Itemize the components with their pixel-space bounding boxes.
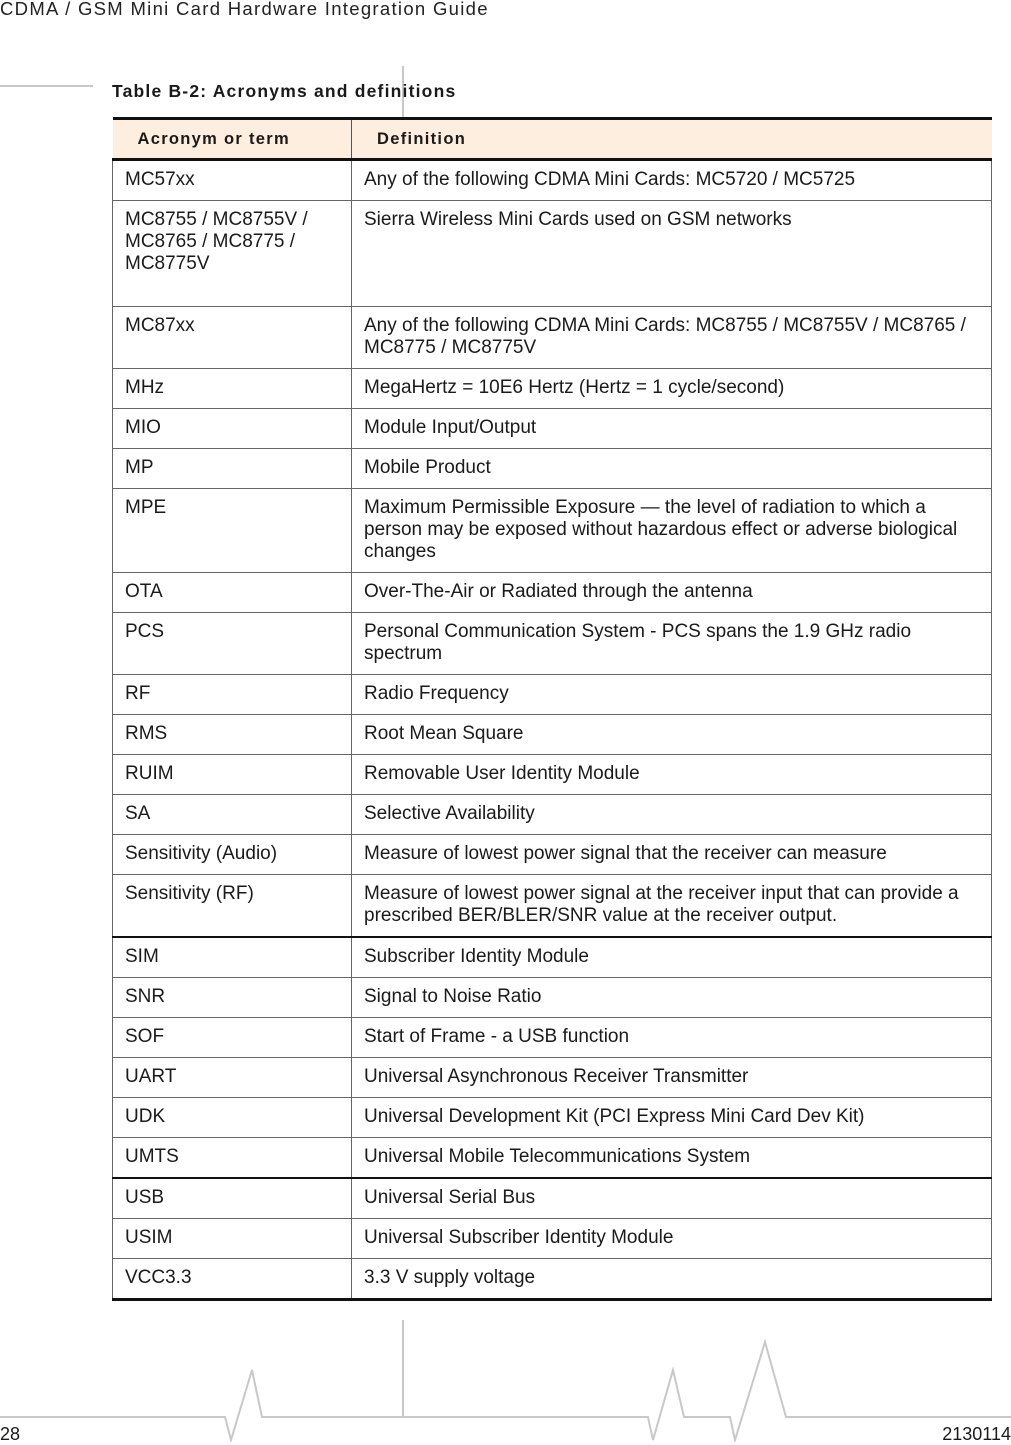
table-row [113,201,992,307]
column-header-definition: Definition [352,119,992,160]
term-cell: RUIM [113,755,352,795]
table-row [113,795,992,835]
term-cell: MC57xx [113,160,352,201]
table-row [113,675,992,715]
definition-cell: Module Input/Output [352,409,992,449]
definition-cell: Start of Frame - a USB function [352,1018,992,1058]
table-row [113,835,992,875]
table-row [113,1098,992,1138]
definition-cell: Radio Frequency [352,675,992,715]
definition-cell: Universal Mobile Telecommunications System [352,1138,992,1179]
table-row [113,875,992,938]
term-cell: SNR [113,978,352,1018]
term-cell: OTA [113,573,352,613]
table-row [113,978,992,1018]
definition-cell: Any of the following CDMA Mini Cards: MC8755 / MC8755V / MC8765 / MC8775 / MC8775V [352,307,992,369]
definition-cell: Measure of lowest power signal at the receiver input that can provide a prescribed BER/BLER/SNR value at the receiver output. [352,875,992,938]
definition-cell: Root Mean Square [352,715,992,755]
term-cell: UART [113,1058,352,1098]
term-cell: VCC3.3 [113,1259,352,1300]
table-row [113,573,992,613]
table-row [113,489,992,573]
term-cell: SOF [113,1018,352,1058]
definition-cell: Universal Subscriber Identity Module [352,1219,992,1259]
definition-cell: 3.3 V supply voltage [352,1259,992,1300]
table-row [113,409,992,449]
definition-cell: Signal to Noise Ratio [352,978,992,1018]
term-cell: Sensitivity (Audio) [113,835,352,875]
table-header-row [113,119,992,160]
table-row [113,1018,992,1058]
definition-cell: Mobile Product [352,449,992,489]
page-number: 28 [0,1424,21,1444]
document-number: 2130114 [942,1424,1011,1444]
definition-cell: Maximum Permissible Exposure — the level of radiation to which a person may be exposed without hazardous effect or adverse biological changes [352,489,992,573]
definition-cell: Universal Development Kit (PCI Express Mini Card Dev Kit) [352,1098,992,1138]
definition-cell: Universal Asynchronous Receiver Transmitter [352,1058,992,1098]
term-cell: MP [113,449,352,489]
table-caption: Table B-2: Acronyms and definitions [112,81,457,101]
table-row [113,613,992,675]
definition-cell: Any of the following CDMA Mini Cards: MC5720 / MC5725 [352,160,992,201]
table-row [113,160,992,201]
definition-cell: Personal Communication System - PCS spans the 1.9 GHz radio spectrum [352,613,992,675]
table-row [113,449,992,489]
table-row [113,1178,992,1219]
term-cell: UDK [113,1098,352,1138]
term-cell: MIO [113,409,352,449]
table-row [113,1058,992,1098]
definition-cell: MegaHertz = 10E6 Hertz (Hertz = 1 cycle/second) [352,369,992,409]
column-header-term: Acronym or term [113,119,352,160]
term-cell: RMS [113,715,352,755]
definition-cell: Universal Serial Bus [352,1178,992,1219]
term-cell: SIM [113,937,352,978]
term-cell: MHz [113,369,352,409]
footer-waveform [0,1342,1011,1440]
definition-cell: Over-The-Air or Radiated through the antenna [352,573,992,613]
definition-cell: Removable User Identity Module [352,755,992,795]
term-cell: PCS [113,613,352,675]
table-row [113,369,992,409]
table-row [113,755,992,795]
table-row [113,1219,992,1259]
definition-cell: Subscriber Identity Module [352,937,992,978]
table-row [113,307,992,369]
term-cell: USB [113,1178,352,1219]
term-cell: MC8755 / MC8755V / MC8765 / MC8775 / MC8775V [113,201,352,307]
term-cell: RF [113,675,352,715]
table-row [113,937,992,978]
term-cell: Sensitivity (RF) [113,875,352,938]
term-cell: UMTS [113,1138,352,1179]
acronyms-table [112,117,992,1301]
term-cell: SA [113,795,352,835]
table-row [113,1138,992,1179]
term-cell: MC87xx [113,307,352,369]
term-cell: USIM [113,1219,352,1259]
term-cell: MPE [113,489,352,573]
table-row [113,715,992,755]
definition-cell: Selective Availability [352,795,992,835]
table-row [113,1259,992,1300]
definition-cell: Sierra Wireless Mini Cards used on GSM networks [352,201,992,307]
running-header-title: CDMA / GSM Mini Card Hardware Integration Guide [0,0,489,19]
definition-cell: Measure of lowest power signal that the receiver can measure [352,835,992,875]
